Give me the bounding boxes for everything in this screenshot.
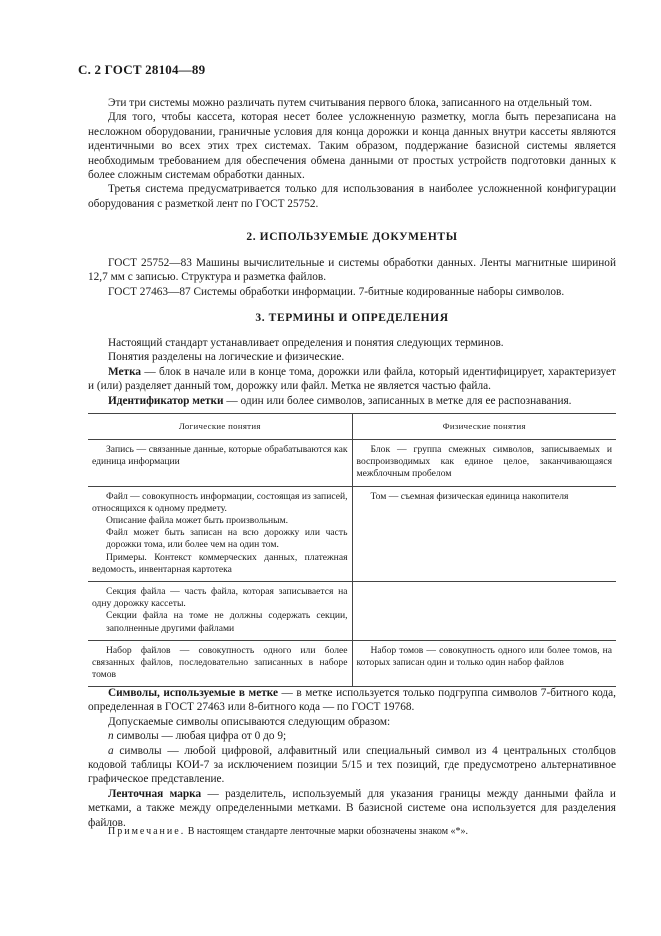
table-cell xyxy=(88,486,352,581)
cell-text: Секция файла — часть файла, которая записывается на одну дорожку кассеты. xyxy=(92,586,348,610)
table-cell xyxy=(88,582,352,641)
cell-text: Файл — совокупность информации, состоящая из записей, относящихся к одному предмету. xyxy=(92,490,348,514)
table-row xyxy=(88,486,616,581)
table-cell xyxy=(352,486,616,581)
table-cell xyxy=(88,640,352,687)
table-row xyxy=(88,582,616,641)
term-name: Ленточная марка xyxy=(108,787,202,800)
term-name: Идентификатор метки xyxy=(108,394,224,407)
term-definition: — блок в начале или в конце тома, дорожки или файла, который идентифицирует, характеризует и (или) разделяет данный том, дорожку или файл. Метка не является частью файла. xyxy=(88,365,616,393)
cell-text: Примеры. Контекст коммерческих данных, платежная ведомость, инвентарная картотека xyxy=(92,551,348,575)
term-definition: — разделитель, используемый для указания границы между данными файла и метками, а также между определенными метками. В базисной системе она используется для разделения файлов. xyxy=(88,787,616,829)
page-header: С. 2 ГОСТ 28104—89 xyxy=(78,62,206,77)
reference-item: ГОСТ 25752—83 Машины вычислительные и системы обработки данных. Ленты магнитные шириной 12,7 мм с записью. Структура и разметка файлов. xyxy=(88,257,616,284)
term-definition: — в метке используется только подгруппа символов 7-битного кода, определенная в ГОСТ 27463 или 8-битного кода — по ГОСТ 19768. xyxy=(88,687,616,714)
table-cell xyxy=(88,440,352,487)
note xyxy=(108,826,468,837)
section-3-paragraph-1: Настоящий стандарт устанавливает определения и понятия следующих терминов. xyxy=(108,337,504,349)
term-name: Символы, используемые в метке xyxy=(108,687,279,699)
symbol-letter: n xyxy=(108,730,114,743)
table-cell xyxy=(352,582,616,641)
column-header-physical: Физические понятия xyxy=(352,414,616,440)
symbol-definition: символы — любой цифровой, алфавитный или специальный символ из 4 центральных столбцов кодовой таблицы КОИ-7 за исключением позиции 5/15 и тех позиций, где предусмотрено альтернативное графическое представление. xyxy=(88,744,616,786)
note-label: Примечание. xyxy=(108,826,186,837)
table-row xyxy=(88,640,616,687)
cell-text: Файл может быть записан на всю дорожку или часть дорожки тома, или более чем на один том. xyxy=(106,527,348,551)
symbol-definition: символы — любая цифра от 0 до 9; xyxy=(113,730,287,743)
term-definition: — один или более символов, записанных в метке для ее распознавания. xyxy=(223,394,572,407)
term-name: Метка xyxy=(108,365,142,378)
table-row xyxy=(88,440,616,487)
table-cell xyxy=(352,640,616,687)
symbols-a xyxy=(88,744,616,787)
intro-paragraph-1: Эти три системы можно различать путем считывания первого блока, записанного на отдельный том. xyxy=(108,97,593,109)
cell-text: Том — съемная физическая единица накопителя xyxy=(370,490,569,502)
cell-text: Набор томов — совокупность одного или более томов, на которых записан один и только один набор файлов xyxy=(356,644,612,669)
table-cell xyxy=(352,440,616,487)
column-header-logical: Логические понятия xyxy=(88,414,352,440)
section-3-heading: 3. ТЕРМИНЫ И ОПРЕДЕЛЕНИЯ xyxy=(255,312,449,324)
section-3-text xyxy=(88,336,616,408)
cell-text: Набор файлов — совокупность одного или более связанных файлов, последовательно записанных в наборе томов xyxy=(92,644,348,681)
note-text: В настоящем стандарте ленточные марки обозначены знаком «*». xyxy=(185,826,469,837)
cell-text: Описание файла может быть произвольным. xyxy=(106,515,289,527)
intro-paragraph-3: Третья система предусматривается только для использования в наиболее усложненной конфигурации оборудования с разметкой лент по ГОСТ 25752. xyxy=(88,183,616,210)
section-3-paragraph-2: Понятия разделены на логические и физические. xyxy=(108,351,345,364)
term-label-identifier xyxy=(88,394,616,408)
cell-text: Секции файла на томе не должны содержать секции, заполненные другими файлами xyxy=(106,610,348,634)
terms-table xyxy=(88,413,616,687)
cell-text: Запись — связанные данные, которые обрабатываются как единица информации xyxy=(92,444,348,468)
section-2-heading: 2. ИСПОЛЬЗУЕМЫЕ ДОКУМЕНТЫ xyxy=(246,231,458,243)
symbols-text xyxy=(88,686,616,830)
symbol-letter: a xyxy=(108,744,114,757)
section-2-list xyxy=(88,256,616,299)
reference-item: ГОСТ 27463—87 Системы обработки информации. 7-битные кодированные наборы символов. xyxy=(108,285,565,298)
cell-text: Блок — группа смежных символов, записываемых и воспроизводимых как единое целое, заканчивающаяся межблочным пробелом xyxy=(356,444,612,480)
intro-paragraph-2: Для того, чтобы кассета, которая несет более усложненную разметку, могла быть перезаписана на несложном оборудовании, граничные условия для конца дорожки и конца данных внутри кассеты являются идентичными во всех этих трех системах. Таким образом, поддержание базисной системы является необходимым требованием для обеспечения обмена данными от простых устройств подготовки данных к более сложным системам обработки данных. xyxy=(88,111,616,182)
term-label xyxy=(88,365,616,394)
tapemark-definition xyxy=(88,787,616,830)
symbols-definition xyxy=(88,686,616,715)
symbols-allowed: Допускаемые символы описываются следующим образом: xyxy=(108,715,391,728)
intro-text xyxy=(88,96,616,211)
symbols-n xyxy=(88,729,616,743)
